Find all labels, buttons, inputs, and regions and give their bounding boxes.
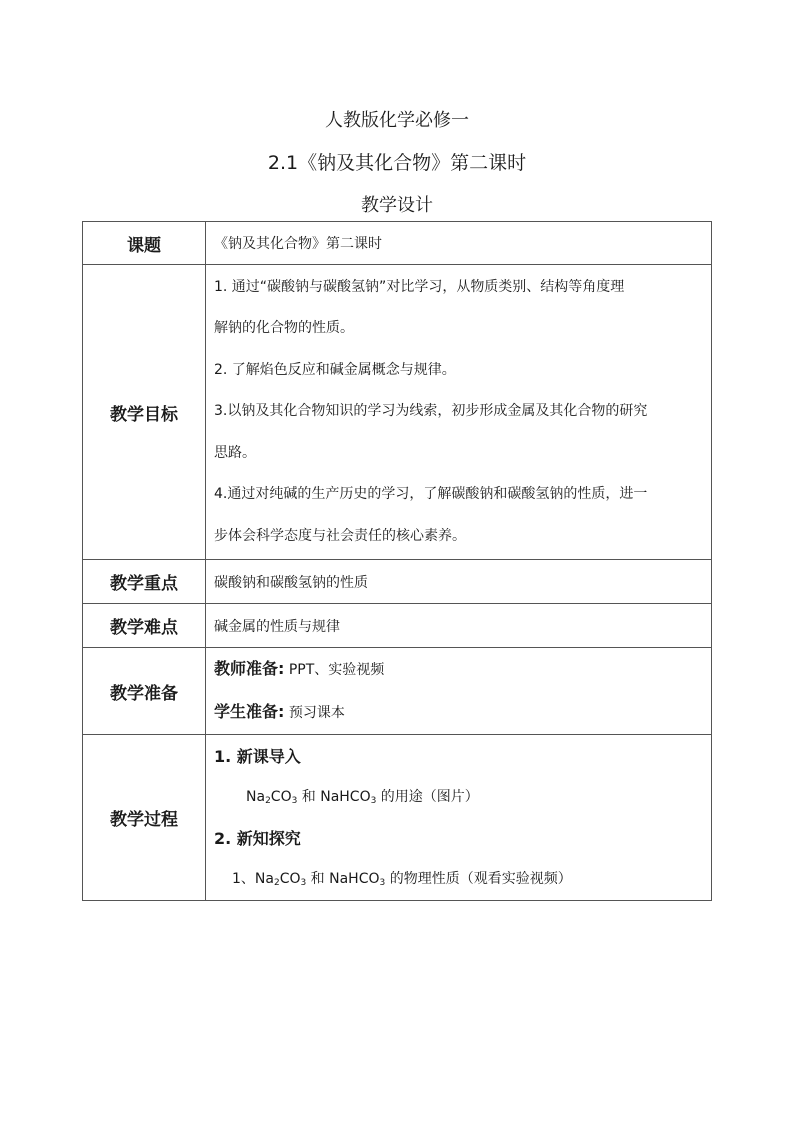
objective-line: 3.以钠及其化合物知识的学习为线索，初步形成金属及其化合物的研究 xyxy=(214,403,648,420)
process-content xyxy=(206,735,712,901)
key-points-value: 碳酸钠和碳酸氢钠的性质 xyxy=(206,560,712,604)
student-prep-value: 预习课本 xyxy=(288,705,345,721)
table-row-preparation xyxy=(83,648,712,735)
process-item-uses: $Na_2CO_3$ 和 NaHCO$_3$ 的用途（图片） xyxy=(246,788,479,806)
table-row-difficulties xyxy=(83,604,712,648)
row-label-difficulties: 教学难点 xyxy=(83,604,206,648)
objective-line: 2. 了解焰色反应和碱金属概念与规律。 xyxy=(214,361,456,378)
topic-value: 《钠及其化合物》第二课时 xyxy=(206,222,712,265)
student-prep-line xyxy=(214,691,705,734)
objective-line: 4.通过对纯碱的生产历史的学习，了解碳酸钠和碳酸氢钠的性质，进一 xyxy=(214,486,648,503)
objective-line: 步体会科学态度与社会责任的核心素养。 xyxy=(214,527,466,544)
doc-title-line3: 教学设计 xyxy=(361,195,433,216)
row-label-process: 教学过程 xyxy=(83,735,206,901)
preparation-content xyxy=(206,648,712,735)
table-row-key-points xyxy=(83,560,712,604)
row-label-objectives: 教学目标 xyxy=(83,265,206,560)
objective-line: 解钠的化合物的性质。 xyxy=(214,320,354,337)
teacher-prep-line xyxy=(214,648,705,691)
process-section-intro: 1. 新课导入 xyxy=(214,746,301,766)
objective-line: 1. 通过“碳酸钠与碳酸氢钠”对比学习，从物质类别、结构等角度理 xyxy=(214,278,625,295)
process-section-explore: 2. 新知探究 xyxy=(214,828,301,848)
doc-title-line1: 人教版化学必修一 xyxy=(325,110,469,131)
table-row-process xyxy=(83,735,712,901)
difficulties-value: 碱金属的性质与规律 xyxy=(206,604,712,648)
objective-line: 思路。 xyxy=(214,444,256,461)
table-row-objectives xyxy=(83,265,712,560)
teacher-prep-label: 教师准备: xyxy=(214,659,285,678)
row-label-preparation: 教学准备 xyxy=(83,648,206,735)
doc-title-line2: 2.1《钠及其化合物》第二课时 xyxy=(267,152,527,174)
process-item-physical: 1、$Na_2CO_3$ 和 NaHCO$_3$ 的物理性质（观看实验视频） xyxy=(232,870,572,888)
student-prep-label: 学生准备: xyxy=(214,702,285,721)
row-label-key-points: 教学重点 xyxy=(83,560,206,604)
teacher-prep-value: PPT、实验视频 xyxy=(288,662,385,678)
lesson-plan-table xyxy=(82,221,712,901)
row-label-topic: 课题 xyxy=(83,222,206,265)
table-row-topic xyxy=(83,222,712,265)
objectives-content xyxy=(206,265,712,560)
